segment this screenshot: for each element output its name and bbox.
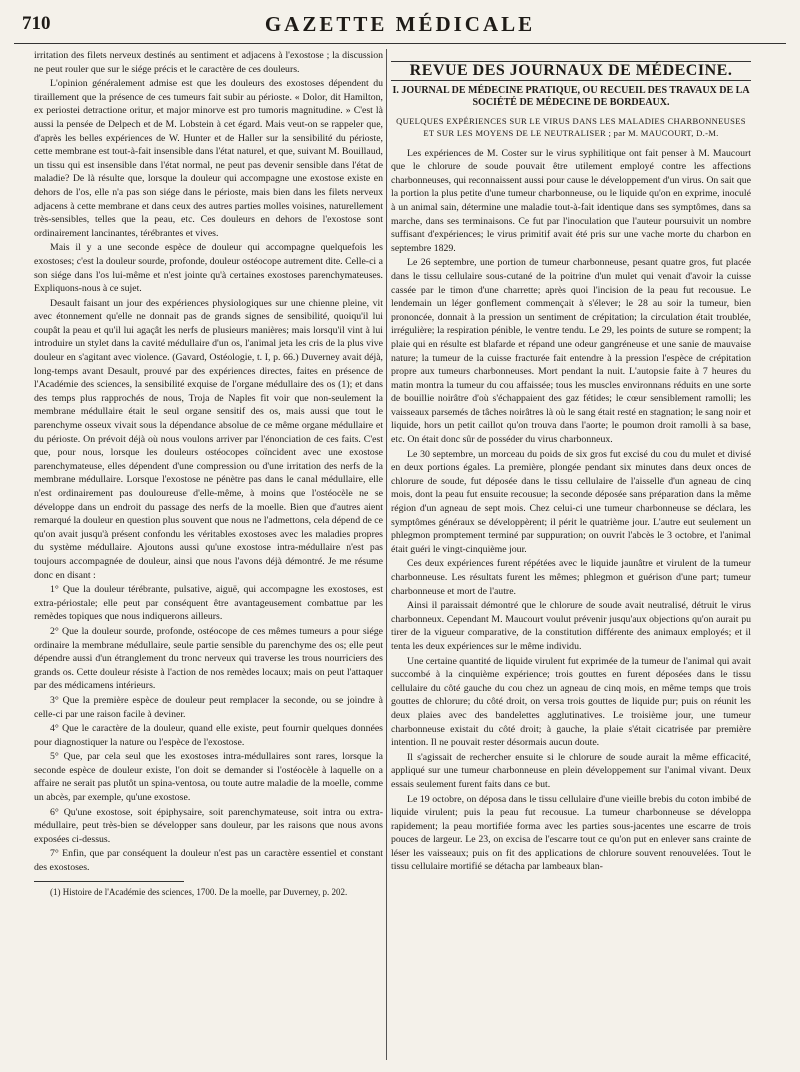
- paragraph: Les expériences de M. Coster sur le virus syphilitique ont fait penser à M. Maucourt que le chlorure de soude pouvait être utilement employé contre les affections charbonneuses, qui reconnaissent aussi pour cause le développement d'un virus. On sait que la portion la plus petite d'une tumeur charbonneuse, ou le liquide qu'on en exprime, inoculé à un animal sain, détermine une maladie tout-à-fait identique dans ses symptômes, dans sa marche, dans ses terminaisons. Ce fut par l'inoculation que l'auteur poursuivit un nombre suffisant d'expériences; le virus primitif avait été pris sur une vache morte du charbon en septembre 1829.: [391, 147, 751, 254]
- conclusion-item: 4° Que le caractère de la douleur, quand elle existe, peut fournir quelques données pour diagnostiquer la nature ou l'espèce de l'exostose.: [34, 723, 383, 748]
- paragraph: Desault faisant un jour des expériences physiologiques sur une chienne pleine, vit avec étonnement qu'elle ne donnait pas de grands signes de sensibilité, quoiqu'il lui coupât la peau et qu'il lui agaçât les nerfs de plusieurs manières; mais lorsqu'il vint à lui introduire un stylet dans la cavité médullaire d'un os, l'animal jeta les cris de la plus vive douleur en s'agitant avec violence. (Gavard, Ostéologie, t. I, p. 66.) Duverney avait déjà, long-temps avant Desault, prouvé par des expériences directes, faites en présence de l'Académie des sciences, la sensibilité exquise de l'organe médullaire des os (1); et dans des temps plus rapprochés de nous, Troja de Naples fit voir que non-seulement la membrane médullaire était le seul organe sensitif des os, mais aussi que tout le parenchyme osseux vivait sous la dépendance absolue de ce même organe médullaire et du périoste. On prévoit déjà où nous voulons arriver par l'énonciation de ces faits. C'est que, pour nous, lorsque les douleurs ostéocopes coïncident avec une exostose parenchymateuse, elles dépendent d'une compression ou d'une irritation des nerfs de la membrane médullaire. Lorsque l'exostose ne pénètre pas dans le canal médullaire, elle n'est ordinairement pas douloureuse d'elle-même, à moins que l'ostéocèle ne se développe dans un endroit du passage des nerfs de la moelle. Bien que d'autres aient remarqué la douleur en question plus souvent que nous ne l'admettons, cela dépend de ce qu'on avait jusqu'à présent confondu les véritables exostoses avec les maladies propres du système médullaire. Ajoutons aussi qu'une exostose intra-médullaire n'est pas toujours accompagnée de douleur, ainsi que nous l'avons déjà démontré. Je me résume donc en disant :: [34, 297, 383, 581]
- conclusion-item: 2° Que la douleur sourde, profonde, ostéocope de ces mêmes tumeurs a pour siége ordinaire la membrane médullaire, seule partie sensible du parenchyme des os; elle peut dépendre aussi d'un étranglement du tronc nerveux qui traverse les trous nourriciers des grands os. Cette douleur résiste à l'action de nos remèdes locaux; mais on peut l'attaquer par des médicamens intérieurs.: [34, 625, 383, 692]
- journal-heading: I. JOURNAL DE MÉDECINE PRATIQUE, OU RECUEIL DES TRAVAUX DE LA SOCIÉTÉ DE MÉDECINE DE BORDEAUX.: [392, 84, 750, 108]
- paragraph: Le 30 septembre, un morceau du poids de six gros fut excisé du cou du mulet et divisé en deux portions égales. La première, plongée pendant six minutes dans deux onces de chlorure de soude, fut déposée dans le tissu cellulaire de l'aisselle d'un agneau de cinq mois, dont la peau fut ensuite recousue; la seconde déposée sans préparation dans la même région d'un agneau de sept mois. Chez celui-ci une tumeur charbonneuse se déclara, les symptômes généraux se développèrent; il périt le quatrième jour. L'autre eut seulement un phlegmon promptement terminé par suppuration; on ouvrit l'abcès le 3 octobre, et l'animal était guéri le vingt-cinquième jour.: [391, 448, 751, 555]
- section-title: REVUE DES JOURNAUX DE MÉDECINE.: [391, 61, 751, 81]
- conclusion-item: 3° Que la première espèce de douleur peut remplacer la seconde, ou se joindre à celle-ci par une raison facile à deviner.: [34, 694, 383, 720]
- paragraph: Ces deux expériences furent répétées avec le liquide jaunâtre et virulent de la tumeur charbonneuse. Les résultats furent les mêmes; phlegmon et guérison d'une part; tumeur charbonneuse et mort de l'autre.: [391, 558, 751, 597]
- page-header: [14, 8, 786, 38]
- paragraph: Une certaine quantité de liquide virulent fut exprimée de la tumeur de l'animal qui avait succombé à la cinquième expérience; trois gouttes en furent déposées dans le tissu cellulaire du côté gauche du cou chez un agneau de cinq mois, en même temps que trois gouttes de chlorure; du côté droit, on versa trois gouttes de liquide pur; puis on réunit les deux plaies avec des bandelettes agglutinatives. Le troisième jour, une tumeur charbonneuse existait du côté droit; à gauche, la plaie s'était cicatrisée par première intention. Il ne pouvait rester désormais aucun doute.: [391, 655, 751, 749]
- paragraph: Mais il y a une seconde espèce de douleur qui accompagne quelquefois les exostoses; c'est la douleur sourde, profonde, douleur ostéocope autrement dite. Celle-ci a son siége dans l'os lui-même et n'est jointe qu'à certaines exostoses parenchymateuses. Expliquons-nous à ce sujet.: [34, 242, 383, 295]
- page-number: 710: [22, 13, 51, 34]
- paragraph: Ainsi il paraissait démontré que le chlorure de soude avait neutralisé, détruit le virus charbonneux. Cependant M. Maucourt voulut prévenir jusqu'aux objections qu'on aurait pu tirer de la vigueur comparative, de la constitution différente des animaux employés; et il tenta les deux expériences sur le même individu.: [391, 600, 751, 652]
- paragraph: Le 19 octobre, on déposa dans le tissu cellulaire d'une vieille brebis du coton imbibé de liquide virulent; puis la peau fut recousue. La tumeur charbonneuse se développa rapidement; la peau mortifiée forma avec les parties sous-jacentes une escarre de trois pouces de largeur. Le 23, on excisa de l'escarre tout ce qu'on put en enlever sans crainte de léser les vaisseaux; puis on fit des applications de chlorure souvent renouvelées. Tout le tissu cellulaire mortifié se détacha par lambeaux blan-: [391, 793, 751, 873]
- column-divider: [386, 49, 387, 1060]
- paragraph: L'opinion généralement admise est que les douleurs des exostoses dépendent du tiraillement que la présence de ces tumeurs fait subir au périoste. « Dolor, dit Hamilton, ex periostei detractione oritur, et major minorve est pro tumoris magnitudine. » C'est là aussi la pensée de Delpech et de M. Lobstein à cet égard. Mais veut-on se rappeler que, d'après les belles expériences de W. Hunter et de Haller sur la sensibilité du périoste, cette membrane est tout-à-fait insensible dans l'état naturel, et que, suivant M. Bouillaud, un tissu qui est insensible dans l'état normal, ne peut pas devenir sensible dans l'état de maladie? De là résulte que, lorsque la douleur qui accompagne une exostose existe en dehors de l'os, elle n'a pas son siége dans le périoste, mais bien dans les filets nerveux adjacens à cette membrane et dans ceux des autres parties molles voisines, naturellement très-sensibles, telles que la peau, etc. Ces douleurs en dehors de l'exostose sont ordinairement lancinantes, térébrantes et vives.: [34, 78, 383, 239]
- footnote: (1) Histoire de l'Académie des sciences, 1700. De la moelle, par Duverney, p. 202.: [50, 886, 348, 897]
- paragraph: Le 26 septembre, une portion de tumeur charbonneuse, pesant quatre gros, fut placée dans le tissu cellulaire sous-cutané de la poitrine d'un mulet qui venait d'avoir la cuisse cassée par le timon d'une charrette; après quoi l'incision de la peau fut recousue. Le lendemain un léger gonflement commençait à s'élever; le 28 au soir la tumeur, bien prononcée, donnait à la pression un sentiment de crépitation; la circulation était troublée, irrégulière; la respiration pénible, le ventre tendu. Le 29, les points de suture se rompent; la plaie qui en résulte est blafarde et répand une odeur gangréneuse et une sanie de mauvaise nature; la tumeur de la cuisse fracturée fait entendre à la pression l'espèce de crépitation propre aux tumeurs charbonneuses. Mort pendant la nuit. L'autopsie faite à 7 heures du matin montra la tumeur du cou affaissée; tous les muscles environnans réduits en une sorte de bouillie noirâtre d'où s'échappaient des gaz fétides; le cœur sensiblement ramolli; les vaisseaux parsemés de tâches noirâtres là où le sang était resté en stagnation; le sang noir et liquide, hors un petit caillot qu'on trouva dans l'aorte; le poumon droit ramolli à sa base, etc. On était donc sûr de posséder du virus charbonneux.: [391, 257, 751, 446]
- conclusion-item: 5° Que, par cela seul que les exostoses intra-médullaires sont rares, lorsque la seconde espèce de douleur existe, l'on doit se demander si l'ostéocèle à laquelle on a affaire ne serait pas plutôt un spina-ventosa, ou toute autre maladie de la moelle, comme un abcès, par exemple, qu'une exostose.: [34, 751, 383, 804]
- conclusion-item: 6° Qu'une exostose, soit épiphysaire, soit parenchymateuse, soit intra ou extra-médullaire, peut très-bien se développer sans douleur, par les raisons que nous avons exposées ci-dessus.: [34, 806, 383, 845]
- paragraph: irritation des filets nerveux destinés au sentiment et adjacens à l'exostose ; la discussion ne peut rouler que sur le siége précis et le caractère de ces douleurs.: [34, 50, 383, 75]
- header-rule: [14, 43, 786, 44]
- conclusion-item: 1° Que la douleur térébrante, pulsative, aiguë, qui accompagne les exostoses, est extra-périostale; elle peut par conséquent être avantageusement combattue par les remèdes topiques que nous indiquerons ailleurs.: [34, 584, 383, 623]
- left-column: [34, 49, 383, 898]
- journal-title: GAZETTE MÉDICALE: [264, 12, 536, 36]
- footnote-rule: [34, 881, 184, 882]
- conclusion-item: 7° Enfin, que par conséquent la douleur n'est pas un caractère essentiel et constant des exostoses.: [34, 848, 383, 874]
- article-title: QUELQUES EXPÉRIENCES SUR LE VIRUS DANS LES MALADIES CHARBONNEUSES ET SUR LES MOYENS DE LE NEUTRALISER ; par M. MAUCOURT, D.-M.: [396, 115, 746, 138]
- paragraph: Il s'agissait de rechercher ensuite si le chlorure de soude aurait la même efficacité, appliqué sur une tumeur charbonneuse en plein développement sur l'animal vivant. Deux essais seulement furent faits dans ce but.: [391, 751, 751, 790]
- right-column: [391, 49, 751, 875]
